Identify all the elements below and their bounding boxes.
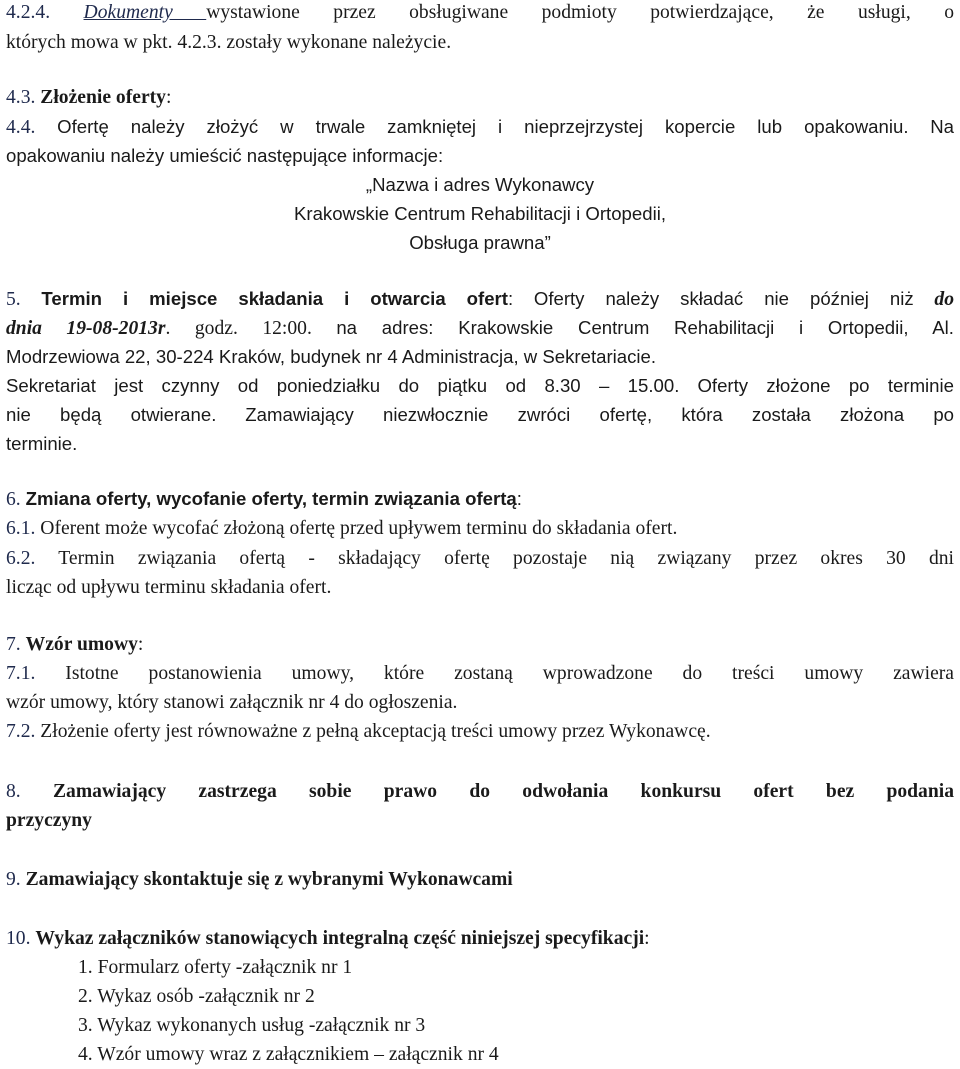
- section-4-4-line-2: opakowaniu należy umieścić następujące informacje:: [6, 145, 444, 166]
- section-number: 6.: [6, 489, 21, 510]
- section-5-line-6: terminie.: [6, 433, 78, 454]
- section-number: 7.: [6, 634, 21, 655]
- section-text: na adres: Krakowskie Centrum Rehabilitacji i Ortopedii, Al.: [336, 317, 954, 338]
- section-10-heading: [6, 928, 954, 950]
- subsection-text: Złożenie oferty jest równoważne z pełną akceptacją treści umowy przez Wykonawcę.: [40, 721, 711, 742]
- subsection-text: Termin związania ofertą - składający ofertę pozostaje nią związany przez okres 30 dni: [58, 548, 954, 569]
- section-8-line-2: przyczyny: [6, 810, 92, 831]
- colon: :: [165, 87, 172, 108]
- attachment-item-2: 2. Wykaz osób -załącznik nr 2: [78, 986, 315, 1007]
- section-5-line-5: [6, 404, 954, 427]
- section-4-2-4-line-1: [6, 2, 954, 24]
- address-line-3: Obsługa prawna”: [409, 232, 551, 253]
- section-4-4-line-1: [6, 116, 954, 139]
- section-text: Zamawiający skontaktuje się z wybranymi Wykonawcami: [25, 869, 513, 890]
- deadline-date: dnia 19-08-2013r: [6, 318, 166, 339]
- attachment-item-4: 4. Wzór umowy wraz z załącznikiem – załącznik nr 4: [78, 1044, 499, 1065]
- section-title: Termin i miejsce składania i otwarcia ofert: [41, 288, 508, 309]
- subsection-number: 6.1.: [6, 518, 36, 539]
- section-number: 9.: [6, 869, 21, 890]
- section-text: Oferty należy składać nie później niż: [533, 288, 914, 309]
- attachment-item-1: 1. Formularz oferty -załącznik nr 1: [78, 957, 353, 978]
- section-6-heading: [6, 488, 954, 511]
- section-8-line-1: [6, 781, 954, 803]
- dot: .: [165, 318, 171, 339]
- section-number: 4.2.4.: [6, 2, 51, 23]
- section-title: Złożenie oferty: [40, 87, 166, 108]
- subsection-text: Istotne postanowienia umowy, które zostaną wprowadzone do treści umowy zawiera: [65, 663, 954, 684]
- section-7-1-line-2: wzór umowy, który stanowi załącznik nr 4 do ogłoszenia.: [6, 692, 458, 713]
- section-6-2-line-1: [6, 548, 954, 570]
- section-number: 4.3.: [6, 87, 36, 108]
- documents-term: Dokumenty: [83, 2, 207, 23]
- section-number: 10.: [6, 928, 31, 949]
- section-6-2-line-2: licząc od upływu terminu składania ofert.: [6, 577, 332, 598]
- section-5-line-3: Modrzewiowa 22, 30-224 Kraków, budynek nr 4 Administracja, w Sekretariacie.: [6, 346, 657, 367]
- section-text: Ofertę należy złożyć w trwale zamkniętej i nieprzejrzystej kopercie lub opakowaniu.: [57, 116, 909, 137]
- section-5-line-4: [6, 375, 954, 398]
- section-7-heading: [6, 634, 954, 656]
- section-text: Sekretariat jest czynny od poniedziałku do piątku od 8.30 – 15.00.: [6, 375, 680, 396]
- deadline-time: godz. 12:00.: [194, 318, 312, 339]
- section-text: Zamawiający niezwłocznie zwróci ofertę, która została złożona po: [245, 404, 954, 425]
- address-line-1: „Nazwa i adres Wykonawcy: [365, 174, 595, 195]
- section-7-2: [6, 721, 954, 743]
- section-title: Zmiana oferty, wycofanie oferty, termin związania ofertą: [25, 488, 517, 509]
- section-text: Na: [930, 116, 954, 137]
- section-number: 4.4.: [6, 117, 36, 138]
- colon: :: [507, 288, 514, 309]
- section-title: Wykaz załączników stanowiących integralną część niniejszej specyfikacji: [35, 928, 645, 949]
- section-9: [6, 869, 954, 891]
- section-6-1: [6, 518, 954, 540]
- section-text: nie będą otwierane.: [6, 404, 217, 425]
- section-number: 5.: [6, 289, 21, 310]
- section-text: Zamawiający zastrzega sobie prawo do odwołania konkursu ofert bez podania: [52, 781, 954, 802]
- section-number: 8.: [6, 781, 21, 802]
- colon: :: [644, 928, 650, 949]
- subsection-number: 6.2.: [6, 548, 36, 569]
- deadline-prefix: do: [934, 289, 954, 310]
- subsection-number: 7.1.: [6, 663, 36, 684]
- attachment-item-3: 3. Wykaz wykonanych usług -załącznik nr 3: [78, 1015, 426, 1036]
- address-line-2: Krakowskie Centrum Rehabilitacji i Ortopedii,: [293, 203, 667, 224]
- section-text: Oferty złożone po terminie: [697, 375, 954, 396]
- section-4-3-heading: [6, 87, 954, 109]
- section-7-1-line-1: [6, 663, 954, 685]
- colon: :: [516, 488, 522, 509]
- section-4-2-4-line-2: których mowa w pkt. 4.2.3. zostały wykonane należycie.: [6, 32, 452, 53]
- colon: :: [137, 634, 144, 655]
- section-5-line-1: [6, 288, 954, 311]
- section-text: wystawione przez obsługiwane podmioty potwierdzające, że usługi, o: [206, 2, 955, 23]
- section-5-line-2: [6, 317, 954, 340]
- subsection-text: Oferent może wycofać złożoną ofertę przed upływem terminu do składania ofert.: [40, 518, 678, 539]
- subsection-number: 7.2.: [6, 721, 36, 742]
- section-title: Wzór umowy: [25, 634, 138, 655]
